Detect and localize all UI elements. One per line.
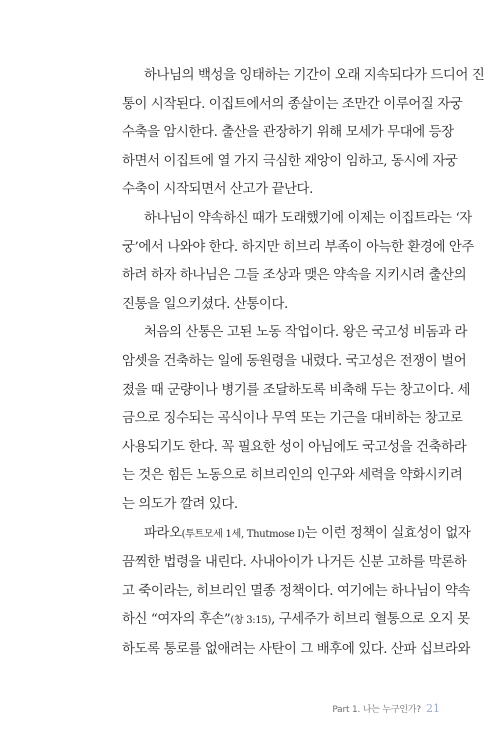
pharaoh-note: (투트모세 1세, Thutmose I) <box>181 528 305 540</box>
page-number: 21 <box>426 702 440 715</box>
body-line: 하려 하자 하나님은 그들 조상과 맺은 약속을 지키시려 출산의 <box>122 268 467 284</box>
body-line: 사용되기도 한다. 꼭 필요한 성이 아님에도 국고성을 건축하라 <box>122 439 467 455</box>
body-line: 하나님이 약속하신 때가 도래했기에 이제는 이집트라는 ‘자 <box>144 211 472 226</box>
body-line: 는 의도가 깔려 있다. <box>122 496 238 512</box>
intro-paragraph <box>122 62 485 205</box>
body-line: 고 죽이라는, 히브리인 멸종 정책이다. 여기에는 하나님이 약속 <box>122 583 471 599</box>
body-line: 끔찍한 법령을 내린다. 사내아이가 나거든 신분 고하를 막론하 <box>122 555 467 571</box>
page-footer <box>330 697 440 716</box>
scripture-reference: (창 3:15) <box>230 615 272 627</box>
body-line: 는 것은 힘든 노동으로 히브리인의 인구와 세력을 약화시키려 <box>122 468 463 484</box>
intro-line: 하면서 이집트에 열 가지 극심한 재앙이 임하고, 동시에 자궁 <box>122 153 458 169</box>
pharaoh-rest: 는 이런 정책이 실효성이 없자 <box>304 525 471 541</box>
body-text <box>122 205 474 665</box>
body-line: 처음의 산통은 고된 노동 작업이다. 왕은 국고성 비돔과 라 <box>144 325 468 341</box>
body-line: 암셋을 건축하는 일에 동원령을 내렸다. 국고성은 전쟁이 벌어 <box>122 353 467 369</box>
intro-line: 하나님의 백성을 잉태하는 기간이 오래 지속되다가 드디어 진 <box>144 68 485 83</box>
body-line: 하도록 통로를 없애려는 사탄이 그 배후에 있다. 산파 십브라와 <box>122 641 471 657</box>
body-line: 졌을 때 군량이나 병기를 조달하도록 비축해 두는 창고이다. 세 <box>122 382 471 398</box>
body-line: 금으로 징수되는 곡식이나 무역 또는 기근을 대비하는 창고로 <box>122 411 463 427</box>
seed-line <box>122 606 470 636</box>
body-line: 진통을 일으키셨다. 산통이다. <box>122 296 288 312</box>
running-footer: Part 1. 나는 누구인가? <box>332 705 421 715</box>
body-line: 궁’에서 나와야 한다. 하지만 히브리 부족이 아늑한 환경에 안주 <box>122 239 474 255</box>
intro-line: 통이 시작된다. 이집트에서의 종살이는 조만간 이루어질 자궁 <box>122 96 463 112</box>
intro-line: 수축이 시작되면서 산고가 끝난다. <box>122 182 313 198</box>
seed-rest: , 구세주가 히브리 혈통으로 오지 못 <box>271 612 470 628</box>
pharaoh-word: 파라오 <box>144 525 182 541</box>
seed-quote: 하신 “여자의 후손” <box>122 612 231 628</box>
pharaoh-line <box>122 520 471 550</box>
intro-line: 수축을 암시한다. 출산을 관장하기 위해 모세가 무대에 등장 <box>122 125 454 141</box>
